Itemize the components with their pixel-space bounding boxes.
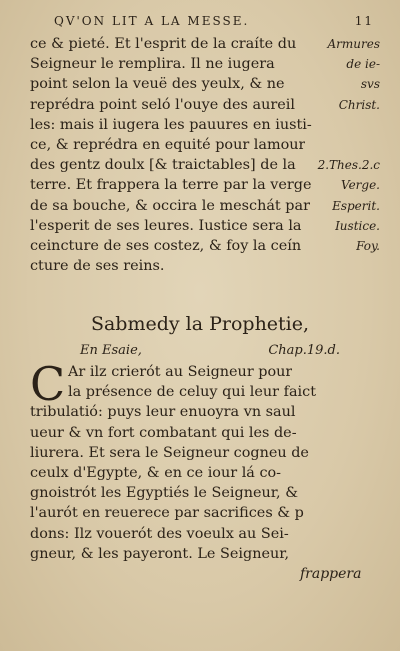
text-line: reprédra point seló l'ouye des aureil Christ. — [30, 95, 380, 115]
text-line: gnoistrót les Egyptiés le Seigneur, & — [30, 485, 299, 502]
text-line: ueur & vn fort combatant qui les de- — [30, 424, 297, 441]
text-line: liurera. Et sera le Seigneur cogneu de — [30, 444, 309, 461]
header-title: QV'ON LIT A LA MESSE. — [54, 14, 250, 28]
catchword: frappera — [300, 566, 362, 582]
text-line: terre. Et frappera la terre par la verge Verge. — [30, 175, 380, 195]
text-line: des gentz doulx [& traictables] de la 2.Thes.2.c — [30, 155, 380, 175]
text-line: ce & pieté. Et l'esprit de la craíte du Armures — [30, 34, 380, 54]
text-line: de sa bouche, & occira le meschát par Esperit. — [30, 196, 380, 216]
section-title: Sabmedy la Prophetie, — [90, 313, 310, 335]
text-block-top — [30, 34, 380, 276]
margin-note: de ie- — [346, 57, 380, 72]
text-line: l'esperit de ses leures. Iustice sera la Iustice. — [30, 216, 380, 236]
margin-note: Esperit. — [332, 198, 380, 213]
text-line: cture de ses reins. — [30, 258, 165, 275]
margin-note: Verge. — [341, 178, 380, 193]
text-line: point selon la veuë des yeulx, & ne svs — [30, 74, 380, 94]
text-line: tribulatió: puys leur enuoyra vn saul — [30, 404, 296, 421]
chapter-reference: Chap.19.d. — [268, 343, 340, 358]
text-line: ceulx d'Egypte, & en ce iour lá co- — [30, 464, 282, 481]
margin-note: Christ. — [338, 97, 380, 112]
text-line: l'aurót en reuerece par sacrifices & p — [30, 505, 304, 522]
text-line: dons: Ilz vouerót des voeulx au Sei- — [30, 525, 289, 542]
margin-note: Foy. — [356, 238, 380, 253]
page-number: 11 — [354, 14, 374, 28]
scripture-reference — [80, 343, 340, 358]
text-line: ceincture de ses costez, & foy la ceín Foy. — [30, 236, 380, 256]
text-line: la présence de celuy qui leur faict — [68, 384, 316, 401]
margin-note: Iustice. — [335, 218, 380, 233]
running-header — [54, 14, 374, 28]
text-line: ce, & reprédra en equité pour lamour — [30, 136, 306, 153]
margin-note: 2.Thes.2.c — [317, 158, 380, 173]
text-block-prophecy — [30, 357, 380, 564]
margin-note: Armures — [327, 37, 380, 51]
drop-cap: C — [30, 357, 66, 411]
text-line: gneur, & les payeront. Le Seigneur, — [30, 545, 290, 562]
text-line: les: mais il iugera les pauures en iusti- — [30, 116, 312, 133]
margin-note: svs — [360, 77, 380, 92]
text-line: Ar ilz crierót au Seigneur pour — [68, 364, 293, 380]
text-line: Seigneur le remplira. Il ne iugera de ie- — [30, 54, 380, 74]
book-reference: En Esaie, — [80, 343, 142, 358]
